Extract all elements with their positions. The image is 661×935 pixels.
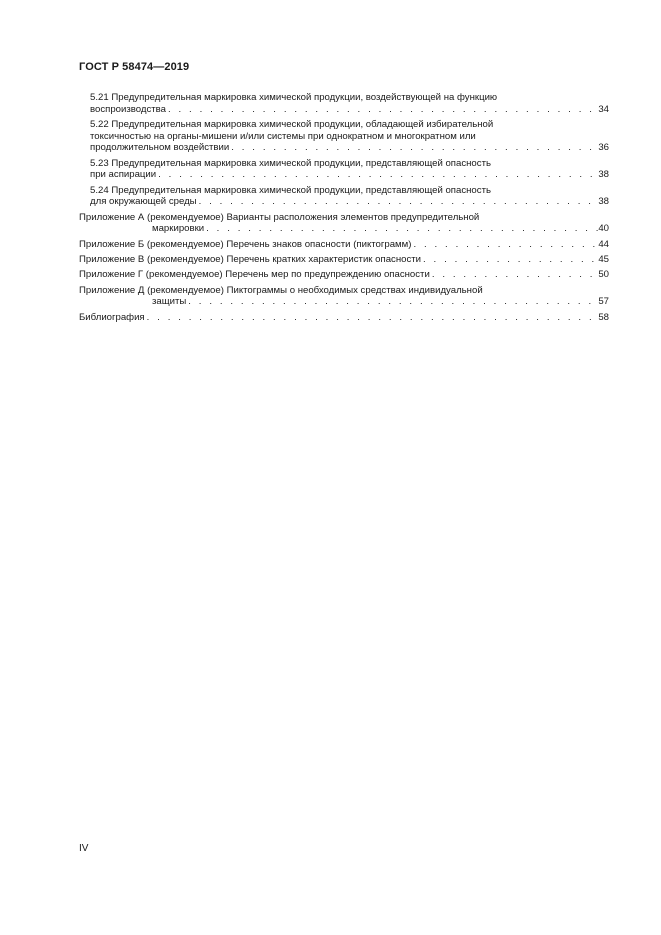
toc-entry-bibliography[interactable] [79,312,609,324]
toc-page-number: 40 [598,223,609,235]
toc-entry-text: токсичностью на органы-мишени и/или системы при однократном и многократном или [90,130,476,142]
toc-entry-appendix-a[interactable] [79,212,609,235]
toc-entry-appendix-g[interactable] [79,269,609,281]
toc-page-number: 38 [598,169,609,181]
toc-page-number: 38 [598,196,609,208]
toc-entry-text-end: Библиография [79,311,145,323]
dot-leader [197,196,599,208]
toc-page-number: 58 [598,311,609,323]
dot-leader [145,312,599,324]
toc-page-number: 44 [598,238,609,250]
dot-leader [411,239,598,251]
dot-leader [430,269,599,281]
toc-entry-text-end: воспроизводства [90,103,166,115]
dot-leader [156,169,598,181]
toc-entry-text-end: Приложение Г (рекомендуемое) Перечень мер по предупреждению опасности [79,269,430,281]
toc-entry-5-23[interactable] [79,158,609,181]
toc-entry-text-end: при аспирации [90,169,157,181]
toc-entry-appendix-d[interactable] [79,285,609,308]
toc-page-number: 50 [598,269,609,281]
toc-entry-text-end: Приложение Б (рекомендуемое) Перечень знаков опасности (пиктограмм) [79,238,412,250]
toc-entry-text-end: защиты [152,296,187,308]
toc-entry-text-end: для окружающей среды [90,196,197,208]
toc-entry-text: Приложение А (рекомендуемое) Варианты расположения элементов предупредительной [79,211,480,223]
dot-leader [204,223,598,235]
toc-entry-5-22[interactable] [79,119,609,154]
toc-entry-text: 5.24 Предупредительная маркировка химической продукции, представляющей опасность [90,184,491,196]
toc-entry-appendix-v[interactable] [79,254,609,266]
toc-entry-text: 5.22 Предупредительная маркировка химической продукции, обладающей избирательной [90,119,494,130]
toc-page-number: 45 [598,254,609,265]
dot-leader [421,254,598,266]
toc-entry-appendix-b[interactable] [79,239,609,251]
toc-entry-text-end: продолжительном воздействии [90,142,230,154]
toc-entry-text-end: маркировки [152,223,205,235]
page-number: IV [79,843,89,854]
toc-page-number: 36 [598,142,609,154]
toc-entry-text: Приложение Д (рекомендуемое) Пиктограммы о необходимых средствах индивидуальной [79,284,483,296]
standard-designation: ГОСТ Р 58474—2019 [79,61,190,73]
table-of-contents [79,92,609,327]
toc-entry-text-end: Приложение В (рекомендуемое) Перечень кратких характеристик опасности [79,254,422,265]
toc-entry-text: 5.23 Предупредительная маркировка химической продукции, представляющей опасность [90,157,491,169]
dot-leader [229,142,598,154]
toc-entry-text: 5.21 Предупредительная маркировка химической продукции, воздействующей на функцию [90,92,498,103]
toc-page-number: 34 [598,103,609,115]
dot-leader [166,104,598,116]
toc-page-number: 57 [598,296,609,308]
toc-entry-5-21[interactable] [79,92,609,115]
toc-entry-5-24[interactable] [79,185,609,208]
dot-leader [186,296,598,308]
